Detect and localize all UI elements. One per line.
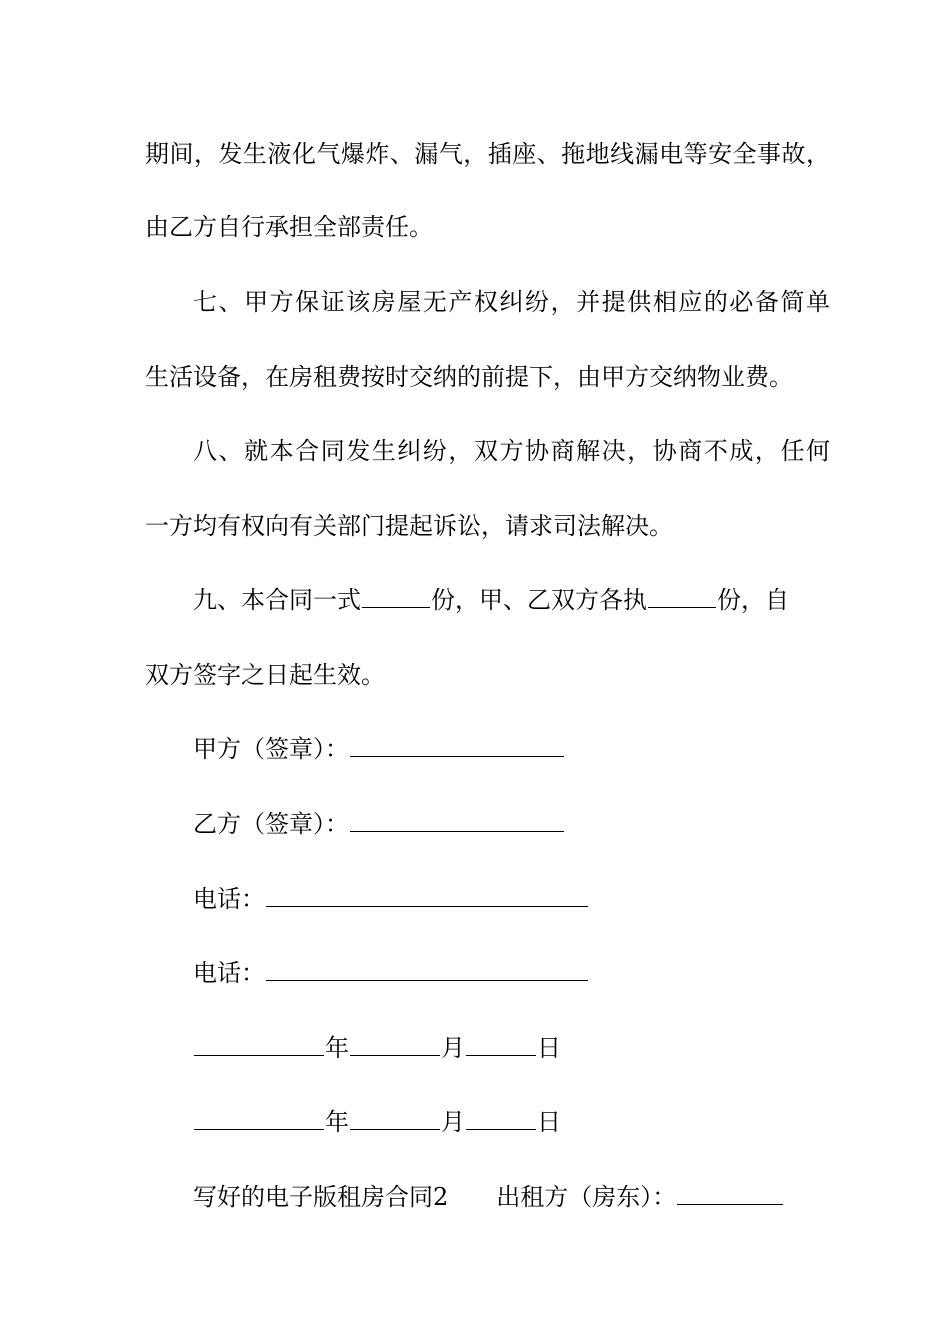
party-b-label: 乙方（签章）： bbox=[193, 810, 349, 838]
phone-label: 电话： bbox=[193, 885, 265, 913]
month-blank[interactable] bbox=[350, 1109, 440, 1130]
day-blank[interactable] bbox=[466, 1035, 536, 1056]
paragraph-line: 双方签字之日起生效。 bbox=[145, 661, 385, 689]
phone-blank-1[interactable] bbox=[266, 886, 588, 907]
month-label: 月 bbox=[441, 1034, 465, 1062]
phone-line-2 bbox=[193, 958, 830, 988]
party-b-blank[interactable] bbox=[350, 811, 564, 832]
footer-line bbox=[193, 1182, 830, 1212]
copies-each-blank[interactable] bbox=[648, 587, 716, 608]
clause-7-line: 七、甲方保证该房屋无产权纠纷，并提供相应的必备简单 bbox=[193, 288, 830, 316]
day-blank[interactable] bbox=[466, 1109, 536, 1130]
year-label: 年 bbox=[325, 1034, 349, 1062]
copies-total-blank[interactable] bbox=[362, 587, 430, 608]
paragraph-line: 生活设备，在房租费按时交纳的前提下，由甲方交纳物业费。 bbox=[145, 363, 793, 391]
date-line-1 bbox=[193, 1033, 830, 1063]
clause-9-text: 份，自 bbox=[717, 586, 789, 614]
paragraph-line: 一方均有权向有关部门提起诉讼，请求司法解决。 bbox=[145, 512, 673, 540]
phone-line-1 bbox=[193, 884, 830, 914]
year-blank[interactable] bbox=[194, 1035, 324, 1056]
party-a-signature bbox=[193, 734, 830, 764]
paragraph-line: 由乙方自行承担全部责任。 bbox=[145, 213, 433, 241]
day-label: 日 bbox=[537, 1108, 561, 1136]
phone-blank-2[interactable] bbox=[266, 960, 588, 981]
month-blank[interactable] bbox=[350, 1035, 440, 1056]
date-line-2 bbox=[193, 1107, 830, 1137]
clause-9-text: 份，甲、乙双方各执 bbox=[431, 586, 647, 614]
document-title: 写好的电子版租房合同2 bbox=[193, 1183, 449, 1211]
clause-9-line bbox=[193, 585, 830, 615]
party-a-label: 甲方（签章）： bbox=[193, 735, 349, 763]
clause-8-line: 八、就本合同发生纠纷，双方协商解决，协商不成，任何 bbox=[193, 437, 830, 465]
phone-label: 电话： bbox=[193, 959, 265, 987]
clause-9-text: 九、本合同一式 bbox=[193, 586, 361, 614]
party-b-signature bbox=[193, 809, 830, 839]
month-label: 月 bbox=[441, 1108, 465, 1136]
paragraph-line: 期间，发生液化气爆炸、漏气，插座、拖地线漏电等安全事故， bbox=[145, 140, 830, 168]
year-blank[interactable] bbox=[194, 1109, 324, 1130]
year-label: 年 bbox=[325, 1108, 349, 1136]
lessor-blank[interactable] bbox=[677, 1184, 783, 1205]
lessor-label: 出租方（房东）： bbox=[496, 1183, 677, 1211]
day-label: 日 bbox=[537, 1034, 561, 1062]
party-a-blank[interactable] bbox=[350, 736, 564, 757]
